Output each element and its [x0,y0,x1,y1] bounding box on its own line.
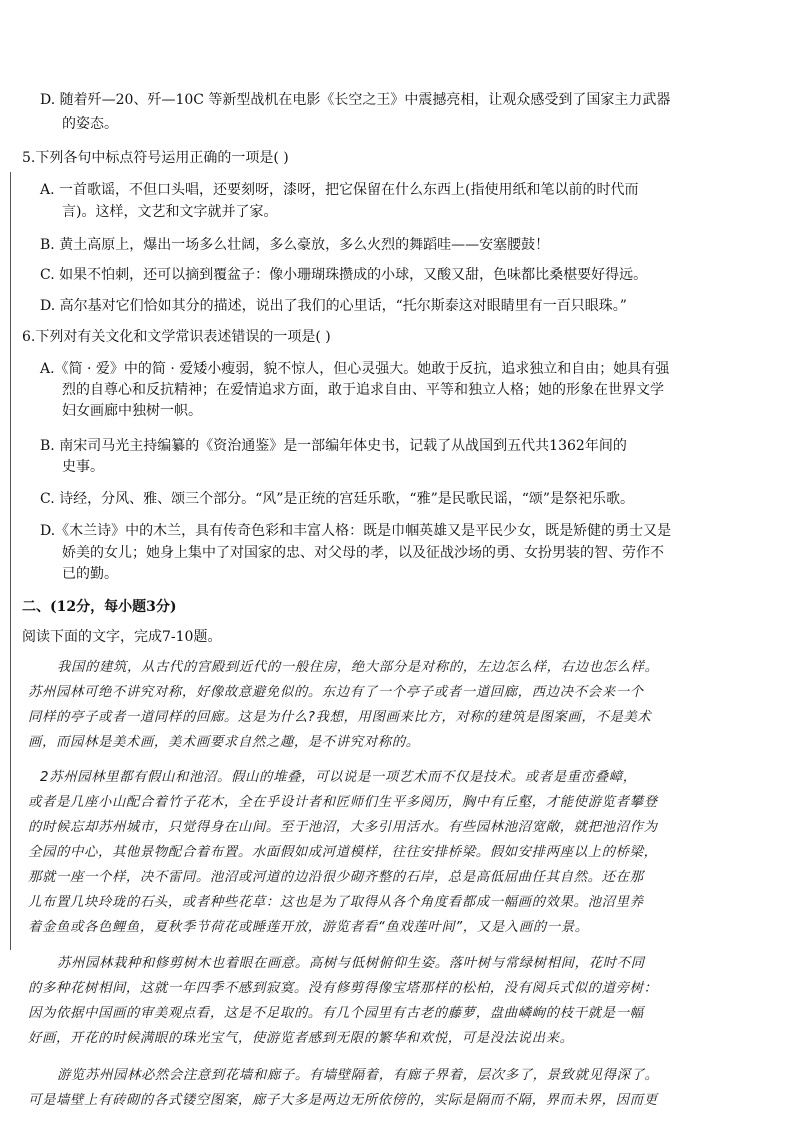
q6-option-a: A.《简 · 爱》中的简 · 爱矮小瘦弱，貌不惊人，但心灵强大。她敢于反抗，追求独立和自由；她具有强 [40,361,670,377]
passage-p1-line: 苏州园林可绝不讲究对称，好像故意避免似的。东边有了一个亭子或者一道回廊，西边决不会来一个 [28,685,644,700]
question-6-stem: 6.下列对有关文化和文学常识表述错误的一项是( ) [22,329,331,345]
passage-p1-line: 画，而园林是美术画，美术画要求自然之趣，是不讲究对称的。 [28,735,420,750]
passage-p2-line: 的时候忘却苏州城市，只觉得身在山间。至于池沼，大多引用活水。有些园林池沼宽敞，就把池沼作为 [28,820,658,835]
passage-p3-line: 的多种花树相间，这就一年四季不感到寂寞。没有修剪得像宝塔那样的松柏，没有阅兵式似的道旁树： [28,981,658,996]
q4-option-d: D. 随着歼—20、歼—10C 等新型战机在电影《长空之王》中震撼亮相，让观众感受到了国家主力武器 [40,92,671,108]
passage-p3-line: 好画，开花的时候满眼的珠光宝气，使游览者感到无限的繁华和欢悦，可是没法说出来。 [28,1031,574,1046]
q5-option-a: A. 一首歌谣，不但口头唱，还要刻呀，漆呀，把它保留在什么东西上(指使用纸和笔以前的时代而 [40,182,639,198]
q6-option-d-cont2: 已的勤。 [62,566,118,582]
passage-p2-line: 2苏州园林里都有假山和池沼。假山的堆叠，可以说是一项艺术而不仅是技术。或者是重峦叠嶂， [40,770,637,785]
q4-option-d-cont: 的姿态。 [62,116,118,132]
margin-rule [10,172,11,950]
q6-option-a-cont2: 妇女画廊中独树一帜。 [62,403,202,419]
passage-p4-line: 可是墙壁上有砖砌的各式镂空图案，廊子大多是两边无所依傍的，实际是隔而不隔，界而未界，因而更 [28,1093,658,1108]
passage-p1-line: 同样的亭子或者一道同样的回廊。这是为什么?我想，用图画来比方，对称的建筑是图案画，不是美术 [28,710,652,725]
q6-option-d: D.《木兰诗》中的木兰，具有传奇色彩和丰富人格：既是巾帼英雄又是平民少女，既是矫健的勇士又是 [40,523,672,539]
q6-option-b-cont: 史事。 [62,459,104,475]
passage-p3-line: 苏州园林栽种和修剪树木也着眼在画意。高树与低树俯仰生姿。落叶树与常绿树相间，花时不同 [57,956,645,971]
passage-p2-line: 全园的中心，其他景物配合着布置。水面假如成河道模样，往往安排桥梁。假如安排两座以上的桥梁， [28,845,658,860]
q5-option-c: C. 如果不怕刺，还可以摘到覆盆子：像小珊瑚珠攒成的小球，又酸又甜，色味都比桑椹要好得远。 [40,267,648,283]
passage-p1-line: 我国的建筑，从古代的宫殿到近代的一般住房，绝大部分是对称的，左边怎么样，右边也怎么样。 [57,660,659,675]
section-2-instruction: 阅读下面的文字，完成7-10题。 [22,629,222,645]
passage-p2-line: 儿布置几块玲珑的石头，或者种些花草：这也是为了取得从各个角度看都成一幅画的效果。池沼里养 [28,895,644,910]
q6-option-c: C. 诗经，分风、雅、颂三个部分。“风”是正统的宫廷乐歌，“雅”是民歌民谣，“颂”是祭祀乐歌。 [40,491,635,507]
passage-p2-line: 或者是几座小山配合着竹子花木，全在乎设计者和匠师们生平多阅历，胸中有丘壑，才能使游览者攀登 [28,795,658,810]
q6-option-d-cont1: 娇美的女儿；她身上集中了对国家的忠、对父母的孝，以及征战沙场的勇、女扮男装的智、劳作不 [62,545,664,561]
passage-p2-line: 那就一座一个样，决不雷同。池沼或河道的边沿很少砌齐整的石岸，总是高低屈曲任其自然。还在那 [28,870,644,885]
q5-option-a-cont: 言)。这样，文艺和文字就并了家。 [62,204,278,220]
passage-p3-line: 因为依据中国画的审美观点看，这是不足取的。有几个园里有古老的藤萝，盘曲嶙峋的枝干就是一幅 [28,1006,644,1021]
q5-option-b: B. 黄土高原上，爆出一场多么壮阔，多么豪放，多么火烈的舞蹈哇——安塞腰鼓！ [40,237,550,253]
question-5-stem: 5.下列各句中标点符号运用正确的一项是( ) [22,150,289,166]
section-2-heading: 二、(12分，每小题3分) [22,599,177,615]
q6-option-a-cont1: 烈的自尊心和反抗精神；在爱情追求方面，敢于追求自由、平等和独立人格；她的形象在世界文学 [62,382,664,398]
passage-p2-line: 着金鱼或各色鲤鱼，夏秋季节荷花或睡莲开放，游览者看“鱼戏莲叶间”，又是入画的一景。 [28,920,589,935]
q5-option-d: D. 高尔基对它们恰如其分的描述，说出了我们的心里话，“托尔斯泰这对眼睛里有一百只眼珠。” [40,298,627,314]
passage-p4-line: 游览苏州园林必然会注意到花墙和廊子。有墙壁隔着，有廊子界着，层次多了，景致就见得深了。 [57,1068,659,1083]
q6-option-b: B. 南宋司马光主持编纂的《资治通鉴》是一部编年体史书，记载了从战国到五代共1362年间的 [40,438,627,454]
